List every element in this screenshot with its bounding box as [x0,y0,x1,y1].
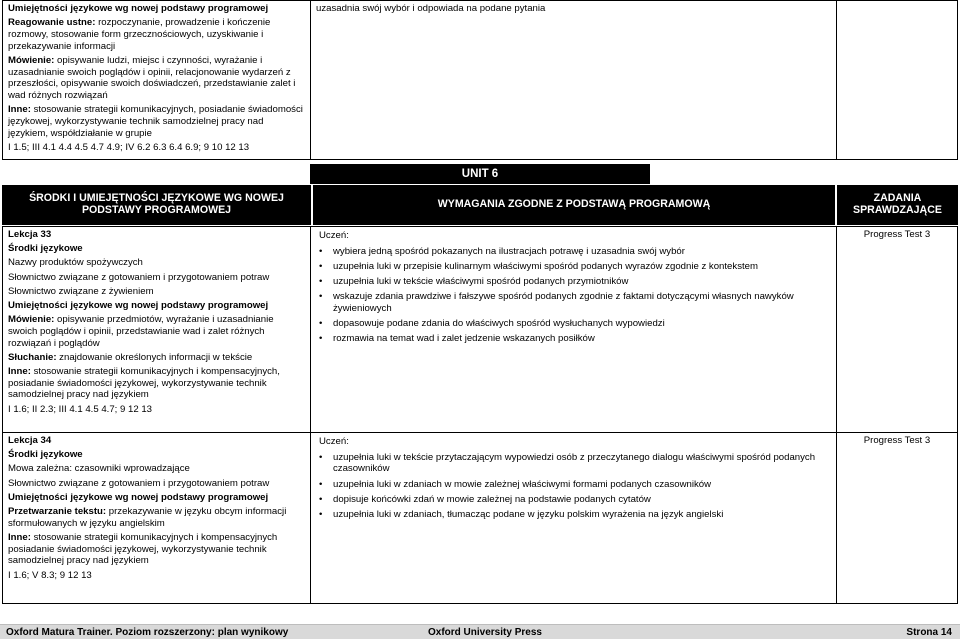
lesson-title: Lekcja 33 [8,229,52,240]
curriculum-codes: I 1.6; V 8.3; 9 12 13 [8,569,92,581]
speaking-interaction-paragraph: Reagowanie ustne: rozpoczynanie, prowadzenie i kończenie rozmowy, stosowanie form grzecznościowych, uzyskiwanie i przekazywanie informacji [8,17,271,52]
skills-heading: Umiejętności językowe wg nowej podstawy programowej [8,491,269,503]
top-middle-cell [310,0,837,160]
language-means-heading: Środki językowe [8,243,83,255]
list-item: • uzupełnia luki w tekście przytaczającym wypowiedzi osób z przeczytanego dialogu właściwymi spośród podanych czasowników [319,452,828,475]
curriculum-codes: I 1.5; III 4.1 4.4 4.5 4.7 4.9; IV 6.2 6.3 6.4 6.9; 9 10 12 13 [8,141,250,153]
skills-heading: Umiejętności językowe wg nowej podstawy programowej [8,300,269,312]
skill-paragraph: Przetwarzanie tekstu: przekazywanie w języku obcym informacji sformułowanych w języku angielskim [8,506,287,529]
skill-paragraph: Inne: stosowanie strategii komunikacyjnych i kompensacyjnych posiadanie świadomości językowej, wykorzystywanie technik samodzielnej pracy nad językiem [8,531,278,567]
vocab-line: Nazwy produktów spożywczych [8,257,143,269]
curriculum-codes: I 1.6; II 2.3; III 4.1 4.5 4.7; 9 12 13 [8,403,153,415]
vocab-line: Słownictwo związane z żywieniem [8,285,154,297]
skill-paragraph: Słuchanie: znajdowanie określonych informacji w tekście [8,351,253,363]
lesson-33-test-cell [836,226,958,433]
footer-publisher: Oxford University Press [428,627,542,638]
top-left-cell [2,0,311,160]
vocab-line: Słownictwo związane z gotowaniem i przygotowaniem potraw [8,271,270,283]
grammar-line: Mowa zależna: czasowniki wprowadzające [8,463,190,475]
lesson-title: Lekcja 34 [8,435,52,446]
footer-title: Oxford Matura Trainer. Poziom rozszerzony: plan wynikowy [6,627,289,638]
top-right-cell [836,0,958,160]
header-col-skills: ŚRODKI I UMIEJĘTNOŚCI JĘZYKOWE WG NOWEJ PODSTAWY PROGRAMOWEJ [2,185,311,225]
list-item: • wskazuje zdania prawdziwe i fałszywe spośród podanych zgodnie z faktami dotyczącymi własnych nawyków żywieniowych [319,291,828,314]
header-col-tests: ZADANIA SPRAWDZAJĄCE [837,185,958,225]
list-item: • uzupełnia luki w przepisie kulinarnym właściwymi spośród podanych wyrazów zgodnie z kontekstem [319,261,828,273]
student-label: Uczeń: [319,230,349,241]
unit-title: UNIT 6 [310,164,650,184]
header-col-requirements: WYMAGANIA ZGODNE Z PODSTAWĄ PROGRAMOWĄ [313,185,835,225]
list-item: • dopisuje końcówki zdań w mowie zależnej na podstawie podanych cytatów [319,494,828,506]
list-item: • dopasowuje podane zdania do właściwych spośród wysłuchanych wypowiedzi [319,318,828,330]
page-footer [0,624,960,639]
lesson-33-skills-cell [2,226,311,433]
skill-paragraph: Inne: stosowanie strategii komunikacyjnych i kompensacyjnych, posiadanie świadomości językowej, wykorzystywanie technik samodzielnej pracy nad językiem [8,366,280,401]
footer-page-number: Strona 14 [906,627,952,638]
lesson-34-test-cell [836,432,958,604]
lesson-34-requirements-cell [310,432,837,604]
top-middle-text: uzasadnia swój wybór i odpowiada na podane pytania [316,3,546,14]
list-item: • rozmawia na temat wad i zalet jedzenie wskazanych posiłków [319,333,828,345]
vocab-line: Słownictwo związane z gotowaniem i przygotowaniem potraw [8,477,270,489]
student-label: Uczeń: [319,436,349,447]
progress-test: Progress Test 3 [863,229,931,240]
progress-test: Progress Test 3 [863,435,931,446]
speaking-paragraph: Mówienie: opisywanie ludzi, miejsc i czynności, wyrażanie i uzasadnianie swoich poglądów i opinii, relacjonowanie wydarzeń z przeszłości, opisywanie swoich doświadczeń, przedstawianie zalet i wad różnych rozwiązań [8,54,296,101]
lesson-34-skills-cell [2,432,311,604]
list-item: • uzupełnia luki w tekście właściwymi spośród podanych przymiotników [319,276,828,288]
skills-heading: Umiejętności językowe wg nowej podstawy programowej [8,3,269,14]
skill-paragraph: Mówienie: opisywanie przedmiotów, wyrażanie i uzasadnianie swoich poglądów i opinii, przedstawianie wad i zalet różnych rozwiązań i poglądów [8,314,274,349]
other-paragraph: Inne: stosowanie strategii komunikacyjnych, posiadanie świadomości językowej, wykorzystywanie technik samodzielnej pracy nad językiem, współdziałanie w grupie [8,104,303,139]
requirements-list [319,452,828,521]
language-means-heading: Środki językowe [8,449,83,461]
list-item: • uzupełnia luki w zdaniach, tłumacząc podane w języku polskim wyrażenia na język angielski [319,509,828,521]
requirements-list [319,246,828,345]
list-item: • wybiera jedną spośród pokazanych na ilustracjach potrawę i uzasadnia swój wybór [319,246,828,258]
lesson-33-requirements-cell [310,226,837,433]
list-item: • uzupełnia luki w zdaniach w mowie zależnej właściwymi formami podanych czasowników [319,479,828,491]
